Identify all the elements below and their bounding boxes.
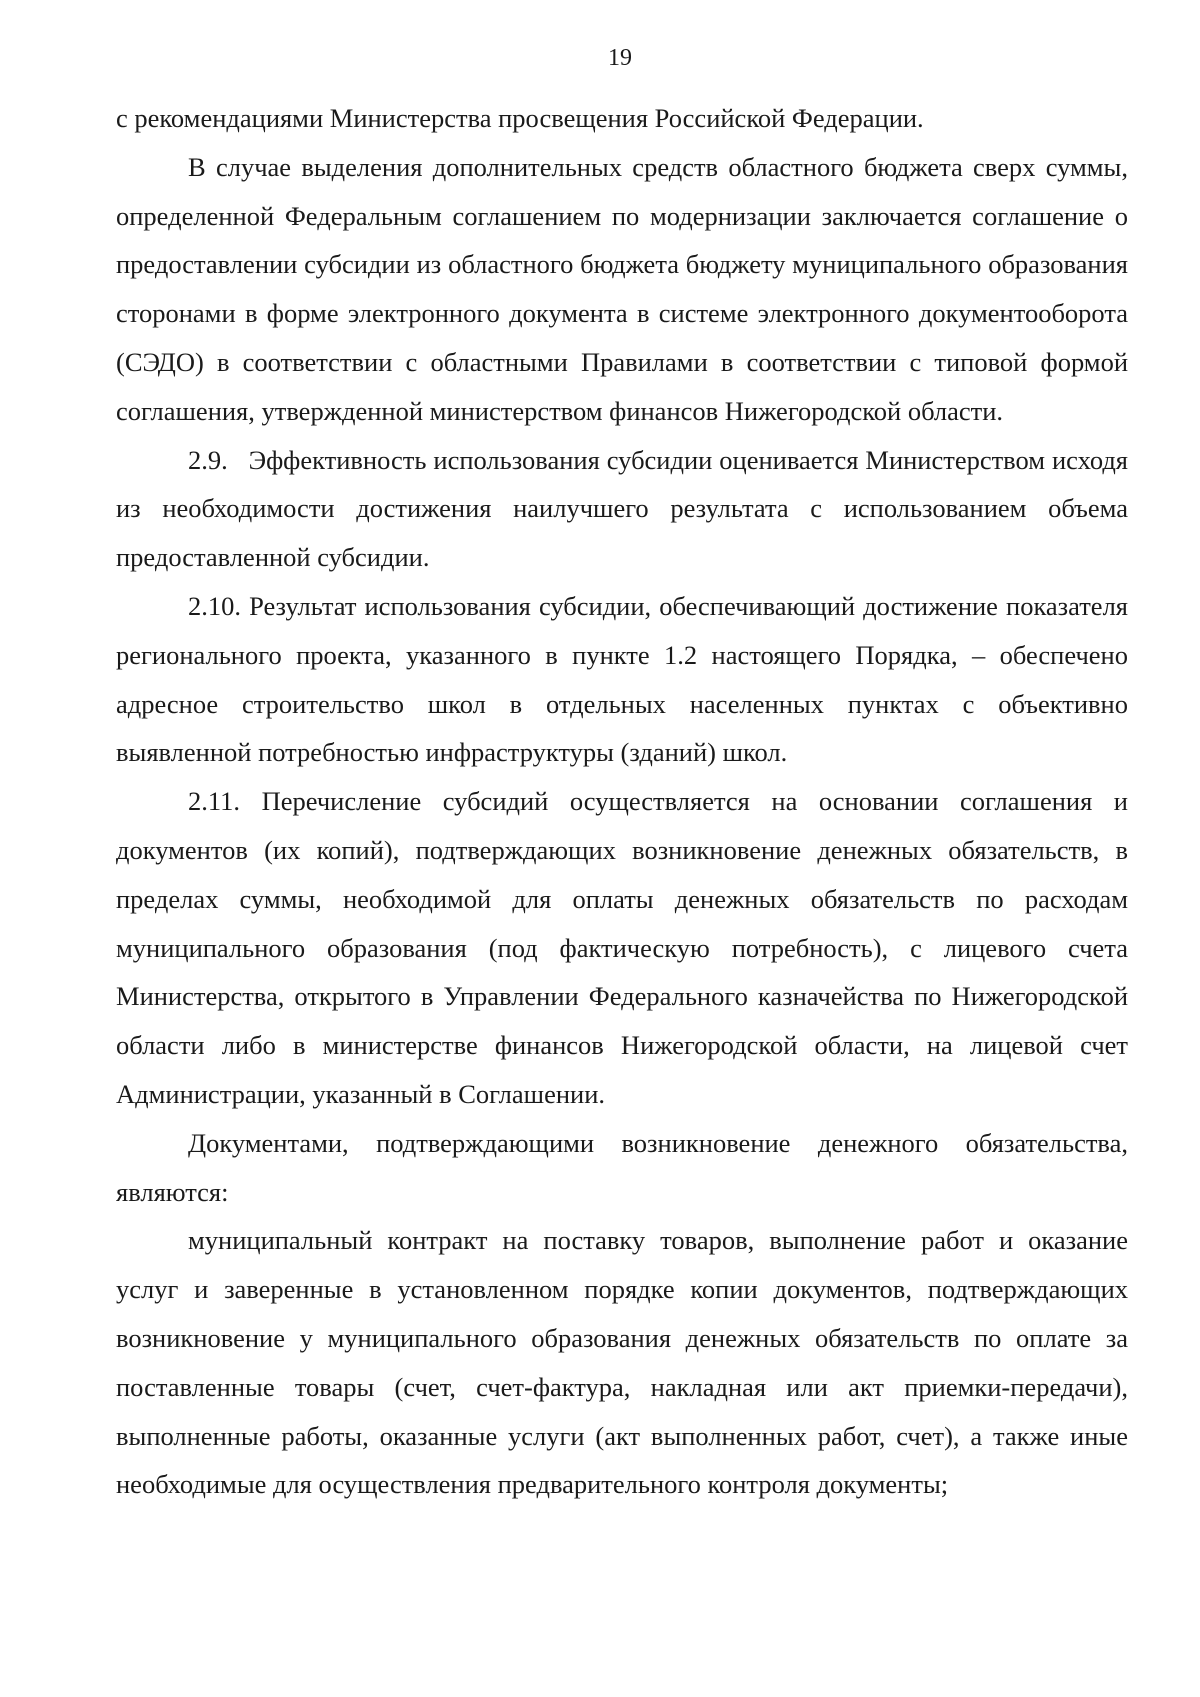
paragraph-additional-funds: В случае выделения дополнительных средств областного бюджета сверх суммы, определенной Федеральным соглашением по модернизации заключается соглашение о предоставлении субсидии из областного бюджета бюджету муниципального образования сторонами в форме электронного документа в системе электронного документооборота (СЭДО) в соответствии с областными Правилами в соответствии с типовой формой соглашения, утвержденной министерством финансов Нижегородской области. [116,151,1128,426]
paragraph-2-11: 2.11. Перечисление субсидий осуществляется на основании соглашения и документов (их копий), подтверждающих возникновение денежных обязательств, в пределах суммы, необходимой для оплаты денежных обязательств по расходам муниципального образования (под фактическую потребность), с лицевого счета Министерства, открытого в Управлении Федерального казначейства по Нижегородской области либо в министерстве финансов Нижегородской области, на лицевой счет Администрации, указанный в Соглашении. [116,786,1128,1109]
paragraph-2-10: 2.10. Результат использования субсидии, обеспечивающий достижение показателя регионального проекта, указанного в пункте 1.2 настоящего Порядка, – обеспечено адресное строительство школ в отдельных населенных пунктах с объективно выявленной потребностью инфраструктуры (зданий) школ. [116,590,1128,768]
paragraph-documents-intro: Документами, подтверждающими возникновение денежного обязательства, являются: [116,1127,1128,1207]
paragraph-continuation: с рекомендациями Министерства просвещения Российской Федерации. [116,103,924,133]
document-body [116,94,1135,1509]
page-number: 19 [608,45,632,71]
paragraph-municipal-contract: муниципальный контракт на поставку товаров, выполнение работ и оказание услуг и заверенные в установленном порядке копии документов, подтверждающих возникновение у муниципального образования денежных обязательств по оплате за поставленные товары (счет, счет-фактура, накладная или акт приемки-передачи), выполненные работы, оказанные услуги (акт выполненных работ, счет), а также иные необходимые для осуществления предварительного контроля документы; [116,1225,1128,1500]
paragraph-2-9: 2.9. Эффективность использования субсидии оценивается Министерством исходя из необходимости достижения наилучшего результата с использованием объема предоставленной субсидии. [116,444,1135,573]
